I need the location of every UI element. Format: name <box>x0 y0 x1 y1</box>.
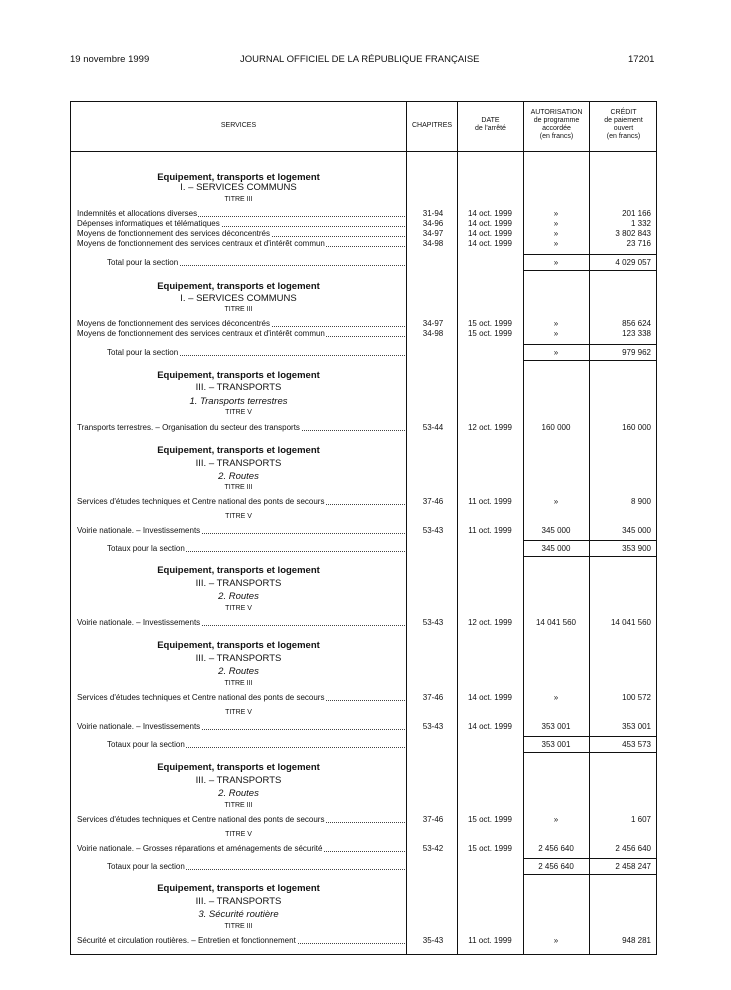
total-rule-credit <box>589 254 657 255</box>
chapitre-cell: 37-46 <box>422 497 444 506</box>
date-cell: 14 oct. 1999 <box>467 693 513 702</box>
credit-cell: 1 607 <box>630 815 651 824</box>
table-row <box>71 844 658 854</box>
titre-heading: TITRE III <box>224 484 253 491</box>
credit-cell: 948 281 <box>622 936 651 945</box>
total-rule-credit <box>589 874 657 875</box>
date-cell: 14 oct. 1999 <box>467 219 513 228</box>
autorisation-cell: 160 000 <box>541 423 571 432</box>
table-row <box>71 815 658 825</box>
date-cell: 12 oct. 1999 <box>467 618 513 627</box>
autorisation-cell: 345 000 <box>541 526 571 535</box>
credit-cell: 4 029 057 <box>615 258 651 267</box>
table-row <box>71 229 658 239</box>
row-label-text: Services d'études techniques et Centre national des ponts de secours <box>77 815 325 824</box>
block-subsection: 1. Transports terrestres <box>189 396 288 407</box>
row-label <box>77 229 407 239</box>
date-cell: 11 oct. 1999 <box>468 936 512 945</box>
titre-heading: TITRE V <box>225 605 252 612</box>
col-header-credit-l4: (en francs) <box>606 133 641 140</box>
credit-cell: 100 572 <box>622 693 651 702</box>
header-date: 19 novembre 1999 <box>70 54 150 65</box>
total-rule-autorisation <box>523 752 589 753</box>
total-rule-credit <box>589 344 657 345</box>
row-label <box>107 258 407 268</box>
row-label-text: Indemnités et allocations diverses <box>77 209 198 218</box>
col-header-autorisation-l1: AUTORISATION <box>530 109 583 116</box>
autorisation-cell: 2 456 640 <box>538 844 574 853</box>
total-rule-autorisation <box>523 874 589 875</box>
row-label-text: Sécurité et circulation routières. – Entretien et fonctionnement <box>77 936 296 945</box>
titre-heading: TITRE III <box>224 802 253 809</box>
chapitre-cell: 53-43 <box>422 618 444 627</box>
date-cell: 14 oct. 1999 <box>467 229 513 238</box>
chapitre-cell: 34-98 <box>422 329 444 338</box>
total-rule-autorisation <box>523 344 589 345</box>
date-cell: 12 oct. 1999 <box>467 423 513 432</box>
total-row <box>71 348 658 358</box>
block-title: Equipement, transports et logement <box>157 762 320 773</box>
block-title: Equipement, transports et logement <box>157 565 320 576</box>
col-header-autorisation <box>524 109 589 141</box>
block-title: Equipement, transports et logement <box>157 640 320 651</box>
credit-cell: 453 573 <box>622 740 651 749</box>
credit-cell: 8 900 <box>630 497 651 506</box>
row-label <box>77 423 407 433</box>
total-rule-autorisation <box>523 360 589 361</box>
date-cell: 15 oct. 1999 <box>467 815 513 824</box>
col-header-credit-l3: ouvert <box>613 125 634 132</box>
total-row <box>71 862 658 872</box>
titre-heading: TITRE V <box>225 409 252 416</box>
autorisation-cell: 14 041 560 <box>535 618 577 627</box>
autorisation-cell: » <box>553 497 559 506</box>
col-header-date <box>458 117 523 133</box>
block-section: III. – TRANSPORTS <box>195 775 282 786</box>
col-header-autorisation-l2: de programme <box>533 117 580 124</box>
col-header-services: SERVICES <box>220 122 257 129</box>
table-row <box>71 722 658 732</box>
row-label-text: Total pour la section <box>107 348 179 357</box>
total-rule-autorisation <box>523 736 589 737</box>
total-row <box>71 740 658 750</box>
col-header-date-l2: de l'arrêté <box>475 125 506 132</box>
titre-heading: TITRE III <box>224 923 253 930</box>
chapitre-cell: 31-94 <box>422 209 444 218</box>
autorisation-cell: 353 001 <box>541 722 571 731</box>
autorisation-cell: » <box>553 815 559 824</box>
titre-heading: TITRE III <box>224 680 253 687</box>
credit-cell: 23 716 <box>626 239 651 248</box>
credit-cell: 201 166 <box>622 209 651 218</box>
row-label-text: Totaux pour la section <box>107 862 185 871</box>
date-cell: 15 oct. 1999 <box>467 319 513 328</box>
table-row <box>71 209 658 219</box>
header-row-divider <box>71 151 656 152</box>
autorisation-cell: 353 001 <box>541 740 571 749</box>
titre-heading: TITRE III <box>224 196 253 203</box>
table-row <box>71 423 658 433</box>
block-subsection: 2. Routes <box>218 471 259 482</box>
autorisation-cell: » <box>553 348 559 357</box>
block-section: III. – TRANSPORTS <box>195 578 282 589</box>
col-header-credit-l1: CRÉDIT <box>610 109 637 116</box>
total-rule-autorisation <box>523 540 589 541</box>
chapitre-cell: 34-96 <box>422 219 444 228</box>
row-label-text: Moyens de fonctionnement des services centraux et d'intérêt commun <box>77 329 325 338</box>
autorisation-cell: » <box>553 229 559 238</box>
table-row <box>71 936 658 946</box>
autorisation-cell: 2 456 640 <box>538 862 574 871</box>
autorisation-cell: » <box>553 219 559 228</box>
total-row <box>71 258 658 268</box>
table-row <box>71 526 658 536</box>
total-rule-autorisation <box>523 858 589 859</box>
block-subsection: 2. Routes <box>218 591 259 602</box>
row-label-text: Moyens de fonctionnement des services déconcentrés <box>77 229 270 238</box>
row-label-text: Total pour la section <box>107 258 179 267</box>
block-title: Equipement, transports et logement <box>157 445 320 456</box>
row-label <box>77 618 407 628</box>
row-label-text: Voirie nationale. – Investissements <box>77 618 201 627</box>
total-rule-credit <box>589 270 657 271</box>
row-label <box>77 319 407 329</box>
row-label <box>77 722 407 732</box>
col-header-autorisation-l4: (en francs) <box>539 133 574 140</box>
chapitre-cell: 53-44 <box>422 423 444 432</box>
row-label <box>77 815 407 825</box>
chapitre-cell: 34-97 <box>422 319 444 328</box>
chapitre-cell: 34-97 <box>422 229 444 238</box>
col-header-chapitres: CHAPITRES <box>411 122 453 129</box>
table-row <box>71 239 658 249</box>
block-section: III. – TRANSPORTS <box>195 653 282 664</box>
row-label <box>107 544 407 554</box>
chapitre-cell: 37-46 <box>422 693 444 702</box>
total-rule-autorisation <box>523 556 589 557</box>
credit-cell: 856 624 <box>622 319 651 328</box>
autorisation-cell: » <box>553 258 559 267</box>
header-title: JOURNAL OFFICIEL DE LA RÉPUBLIQUE FRANÇAISE <box>240 54 480 65</box>
titre-heading: TITRE V <box>225 513 252 520</box>
col-header-autorisation-l3: accordée <box>542 125 571 132</box>
autorisation-cell: » <box>553 319 559 328</box>
chapitre-cell: 53-43 <box>422 722 444 731</box>
block-section: III. – TRANSPORTS <box>195 896 282 907</box>
chapitre-cell: 37-46 <box>422 815 444 824</box>
table-row <box>71 319 658 329</box>
row-label-text: Voirie nationale. – Investissements <box>77 722 201 731</box>
credits-table <box>70 101 657 955</box>
titre-heading: TITRE V <box>225 709 252 716</box>
credit-cell: 2 458 247 <box>615 862 651 871</box>
autorisation-cell: » <box>553 209 559 218</box>
row-label <box>77 497 407 507</box>
block-section: III. – TRANSPORTS <box>195 382 282 393</box>
date-cell: 11 oct. 1999 <box>468 526 512 535</box>
row-label-text: Services d'études techniques et Centre national des ponts de secours <box>77 693 325 702</box>
table-row <box>71 497 658 507</box>
date-cell: 15 oct. 1999 <box>467 844 513 853</box>
header-page-number: 17201 <box>628 54 655 65</box>
row-label-text: Voirie nationale. – Investissements <box>77 526 201 535</box>
credit-cell: 3 802 843 <box>615 229 651 238</box>
total-rule-autorisation <box>523 254 589 255</box>
row-label-text: Transports terrestres. – Organisation du secteur des transports <box>77 423 300 432</box>
row-label <box>77 329 407 339</box>
block-section: I. – SERVICES COMMUNS <box>180 293 297 304</box>
row-label <box>107 862 407 872</box>
total-rule-credit <box>589 540 657 541</box>
block-title: Equipement, transports et logement <box>157 370 320 381</box>
block-subsection: 2. Routes <box>218 788 259 799</box>
row-label-text: Services d'études techniques et Centre national des ponts de secours <box>77 497 325 506</box>
credit-cell: 2 456 640 <box>615 844 651 853</box>
chapitre-cell: 53-42 <box>422 844 444 853</box>
block-subsection: 3. Sécurité routière <box>198 909 279 920</box>
row-label <box>77 239 407 249</box>
block-title: Equipement, transports et logement <box>157 883 320 894</box>
total-rule-credit <box>589 752 657 753</box>
row-label-text: Totaux pour la section <box>107 740 185 749</box>
block-subsection: 2. Routes <box>218 666 259 677</box>
autorisation-cell: » <box>553 693 559 702</box>
table-row <box>71 693 658 703</box>
autorisation-cell: » <box>553 329 559 338</box>
credit-cell: 353 001 <box>622 722 651 731</box>
credit-cell: 1 332 <box>630 219 651 228</box>
block-section: I. – SERVICES COMMUNS <box>180 182 297 193</box>
row-label <box>77 693 407 703</box>
total-rule-credit <box>589 556 657 557</box>
total-row <box>71 544 658 554</box>
table-row <box>71 219 658 229</box>
row-label-text: Moyens de fonctionnement des services déconcentrés <box>77 319 270 328</box>
date-cell: 14 oct. 1999 <box>467 722 513 731</box>
row-label <box>77 526 407 536</box>
table-row <box>71 618 658 628</box>
block-title: Equipement, transports et logement <box>157 281 320 292</box>
date-cell: 15 oct. 1999 <box>467 329 513 338</box>
titre-heading: TITRE III <box>224 306 253 313</box>
credit-cell: 353 900 <box>622 544 651 553</box>
col-header-credit-l2: de paiement <box>604 117 643 124</box>
row-label-text: Totaux pour la section <box>107 544 185 553</box>
credit-cell: 14 041 560 <box>610 618 651 627</box>
date-cell: 14 oct. 1999 <box>467 209 513 218</box>
row-label-text: Dépenses informatiques et télématiques <box>77 219 220 228</box>
credit-cell: 345 000 <box>622 526 651 535</box>
date-cell: 11 oct. 1999 <box>468 497 512 506</box>
row-label-text: Voirie nationale. – Grosses réparations et aménagements de sécurité <box>77 844 323 853</box>
col-header-date-l1: DATE <box>481 117 500 124</box>
chapitre-cell: 35-43 <box>422 936 444 945</box>
total-rule-credit <box>589 736 657 737</box>
credit-cell: 160 000 <box>622 423 651 432</box>
total-rule-credit <box>589 858 657 859</box>
credit-cell: 123 338 <box>622 329 651 338</box>
total-rule-autorisation <box>523 270 589 271</box>
autorisation-cell: 345 000 <box>541 544 571 553</box>
block-title: Equipement, transports et logement <box>157 172 320 183</box>
col-header-credit <box>590 109 657 141</box>
table-row <box>71 329 658 339</box>
autorisation-cell: » <box>553 936 559 945</box>
row-label <box>107 348 407 358</box>
row-label <box>77 844 407 854</box>
autorisation-cell: » <box>553 239 559 248</box>
row-label-text: Moyens de fonctionnement des services centraux et d'intérêt commun <box>77 239 325 248</box>
chapitre-cell: 53-43 <box>422 526 444 535</box>
row-label <box>77 936 407 946</box>
row-label <box>77 209 407 219</box>
row-label <box>77 219 407 229</box>
row-label <box>107 740 407 750</box>
block-section: III. – TRANSPORTS <box>195 458 282 469</box>
date-cell: 14 oct. 1999 <box>467 239 513 248</box>
chapitre-cell: 34-98 <box>422 239 444 248</box>
total-rule-credit <box>589 360 657 361</box>
titre-heading: TITRE V <box>225 831 252 838</box>
credit-cell: 979 962 <box>622 348 651 357</box>
